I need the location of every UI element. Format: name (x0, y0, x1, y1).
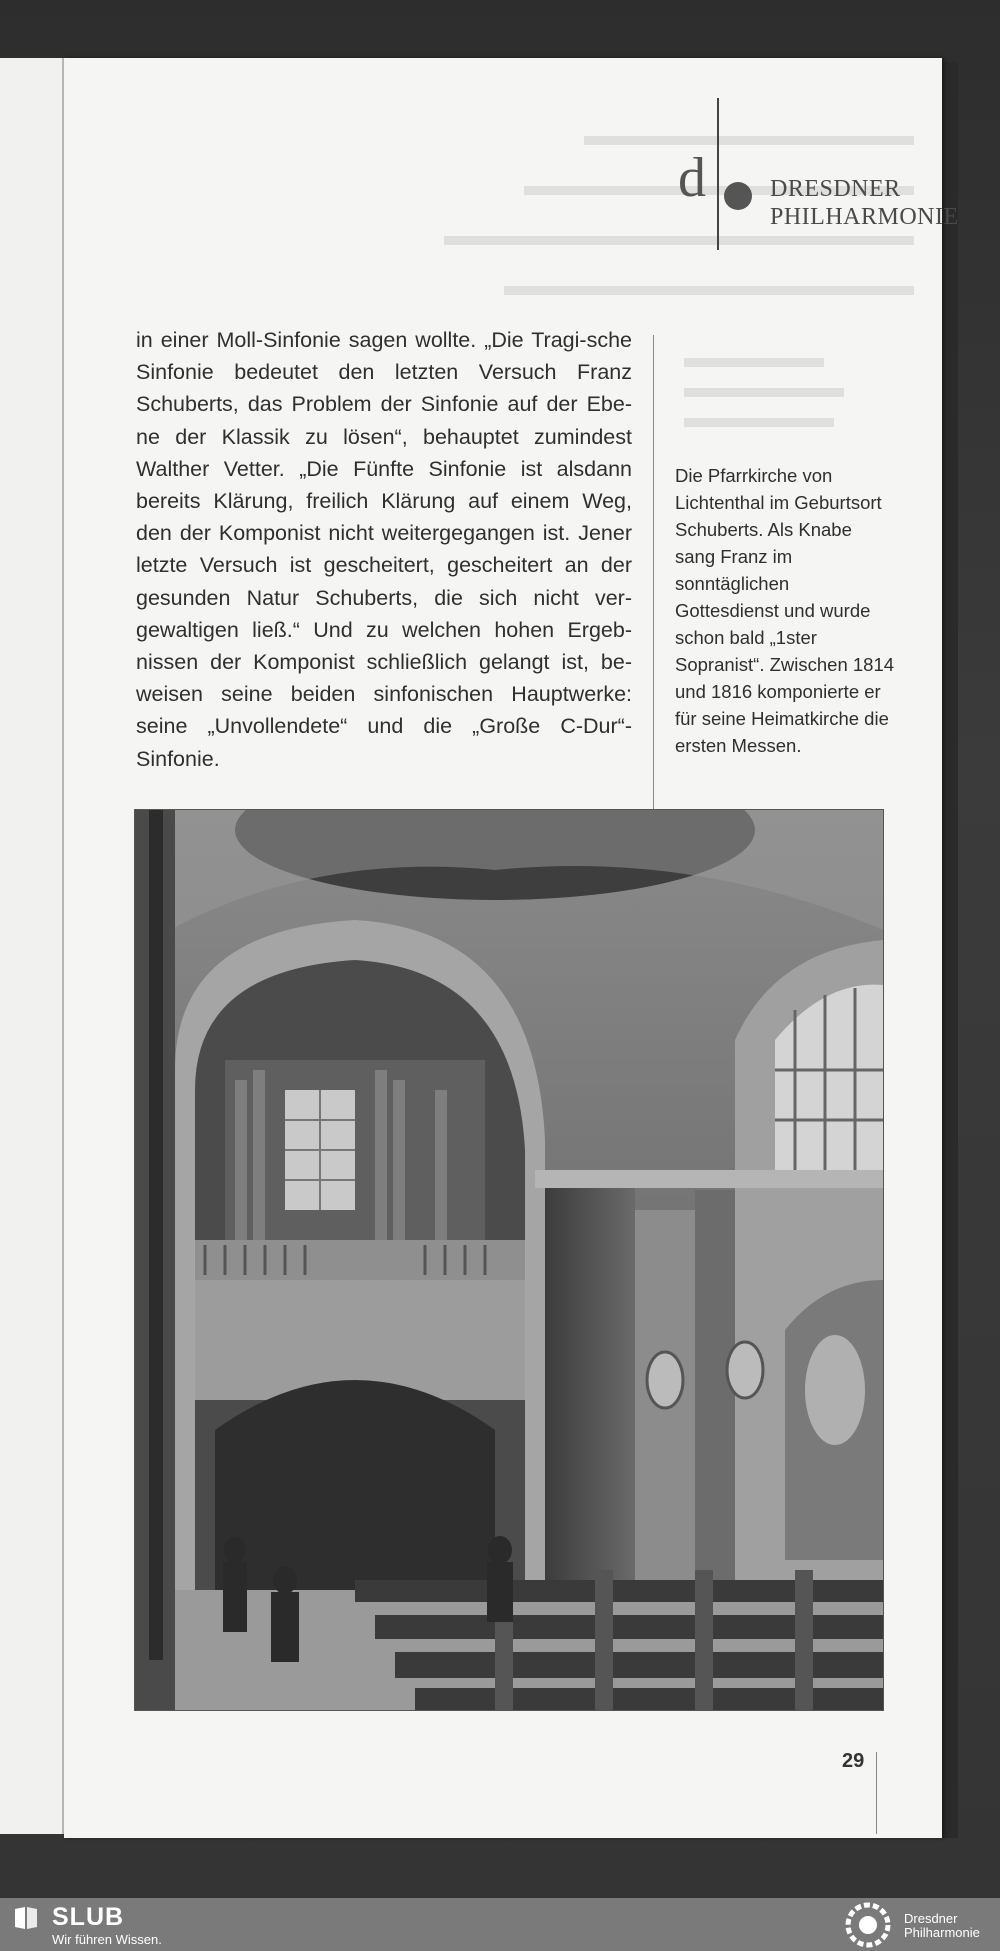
bleed-through-mark (684, 418, 834, 427)
philharmonie-name-line-2: Philharmonie (904, 1925, 980, 1940)
bleed-through-mark (684, 388, 844, 397)
church-interior-photo (134, 809, 884, 1711)
photo-caption: Die Pfarrkirche von Lichtenthal im Geburtsort Schuberts. Als Knabe sang Franz im sonntäglichen Gottesdienst und wurde schon bald „1ster Sopranist“. Zwischen 1814 und 1816 komponierte er für seine Heimatkirche die ersten Messen. (675, 465, 895, 756)
philharmonie-name-line-1: Dresdner (904, 1911, 958, 1926)
logo-letter-d: d (678, 147, 706, 209)
philharmonie-name (904, 1912, 980, 1940)
facing-page-edge (0, 58, 64, 1834)
document-page (64, 58, 959, 1838)
logo-bar (717, 98, 719, 250)
column-divider (653, 335, 654, 837)
slub-name: SLUB (52, 1903, 125, 1931)
logo-line-1: DRESDNER (770, 176, 901, 202)
bleed-through-mark (684, 358, 824, 367)
bleed-through-mark (504, 286, 914, 295)
logo-dot (724, 182, 752, 210)
photo-illustration (135, 810, 883, 1710)
logo-text (770, 175, 959, 231)
page-number-rule (876, 1752, 877, 1834)
body-text: in einer Moll-Sinfonie sagen wollte. „Die Tragi-sche Sinfonie bedeutet den letzten Versuch Franz Schuberts, das Problem der Sinfonie auf der Ebe-ne der Klassik zu lösen“, behauptet zumindest Walther Vetter. „Die Fünfte Sinfonie ist alsdann bereits Klärung, freilich Klärung auf einem Weg, den der Komponist nicht weitergegangen ist. Jener letzte Versuch ist gescheitert, gescheitert an der gesunden Natur Schuberts, die sich nicht ver-gewaltigen ließ.“ Und zu welchen hohen Ergeb-nissen der Komponist schließlich gelangt ist, be-weisen seine beiden sinfonischen Hauptwerke: seine „Unvollendete“ und die „Große C-Dur“-Sinfonie. (136, 328, 632, 771)
logo-line-2: PHILHARMONIE (770, 204, 959, 230)
page-shadow-edge (942, 62, 958, 1838)
slub-tagline: Wir führen Wissen. (52, 1932, 162, 1947)
dresdner-philharmonie-logo (678, 98, 959, 258)
book-icon (13, 1905, 39, 1931)
footer-bar (0, 1898, 1000, 1951)
philharmonie-emblem-icon (842, 1902, 894, 1948)
page-number: 29 (842, 1750, 865, 1772)
